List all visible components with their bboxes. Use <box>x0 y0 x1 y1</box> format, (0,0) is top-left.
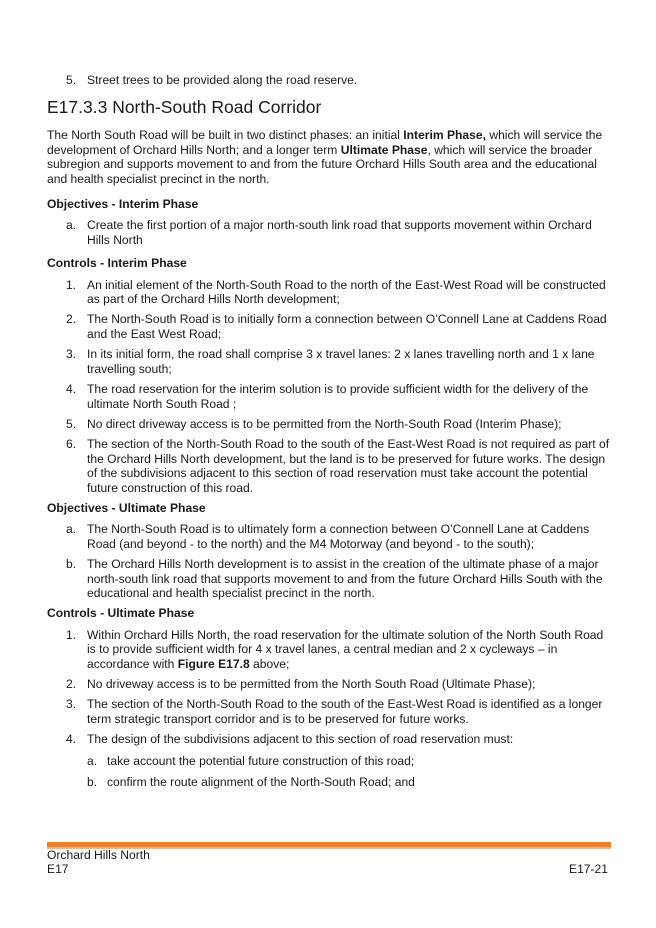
list-marker: 6. <box>66 437 77 452</box>
list-text: The section of the North-South Road to the south of the East-West Road is not required as part of the Orchard Hills North development, but the land is to be preserved for future works. The design of the subdivisions adjacent to this section of road reservation must take account the potential future construction of this road. <box>87 437 610 495</box>
list-text <box>87 628 603 671</box>
list-marker: a. <box>87 753 98 768</box>
list-text-part: Within Orchard Hills North, the road reservation for the ultimate solution of the North South Road is to provide sufficient width for 4 x travel lanes, a central median and 2 x cycleways – in accordance with <box>87 627 604 671</box>
list-item <box>47 347 612 376</box>
list-text: The section of the North-South Road to the south of the East-West Road is identified as a longer term strategic transport corridor and is to be preserved for future works. <box>87 697 603 726</box>
list-marker: 3. <box>66 347 77 362</box>
list-marker: 5. <box>66 416 77 431</box>
list-text: No driveway access is to be permitted from the North South Road (Ultimate Phase); <box>87 677 536 691</box>
list-marker: 1. <box>66 627 77 642</box>
list-marker: b. <box>87 775 98 790</box>
list-item <box>47 73 612 87</box>
list-item <box>47 417 612 431</box>
list-marker: 5. <box>66 73 77 87</box>
list-text: The North-South Road is to ultimately form a connection between O’Connell Lane at Caddens Road (and beyond - to the north) and the M4 Motorway (and beyond - to the south); <box>87 522 590 551</box>
list-text: Create the first portion of a major north-south link road that supports movement within Orchard Hills North <box>87 218 592 247</box>
document-body <box>47 73 612 789</box>
subheading-controls-interim: Controls - Interim Phase <box>47 256 187 271</box>
intro-text-1: The North South Road will be built in two distinct phases: an initial <box>47 128 404 143</box>
list-marker: a. <box>66 522 77 537</box>
list-marker: a. <box>66 218 77 233</box>
list-marker: 4. <box>66 382 77 397</box>
list-item <box>47 382 612 411</box>
section-heading: E17.3.3 North-South Road Corridor <box>47 97 322 118</box>
intro-text-3: , which will service the broader subregion and supports movement to and from the future Orchard Hills South area and the educational and health specialist precinct in the north. <box>47 142 597 186</box>
list-text: An initial element of the North-South Road to the north of the East-West Road will be constructed as part of the Orchard Hills North development; <box>87 277 606 307</box>
list-marker: 1. <box>66 277 77 292</box>
list-text: take account the potential future construction of this road; <box>107 753 415 768</box>
list-item <box>47 628 612 671</box>
subheading-objectives-interim: Objectives - Interim Phase <box>47 197 199 212</box>
intro-paragraph <box>47 128 612 186</box>
subheading-objectives-ultimate: Objectives - Ultimate Phase <box>47 500 206 515</box>
list-text: The design of the subdivisions adjacent to this section of road reservation must: <box>87 732 514 747</box>
list-text: The road reservation for the interim solution is to provide sufficient width for the delivery of the ultimate North South Road ; <box>87 382 589 411</box>
figure-reference: Figure E17.8 <box>177 656 250 671</box>
list-text: confirm the route alignment of the North-South Road; and <box>107 775 415 790</box>
intro-bold-1: Interim Phase, <box>403 128 486 143</box>
list-item <box>47 775 612 789</box>
intro-text-2: which will service the development of Orchard Hills North; and a longer term <box>47 128 603 157</box>
list-item <box>47 697 612 726</box>
list-marker: 4. <box>66 732 77 747</box>
list-marker: b. <box>66 557 77 572</box>
list-text: The Orchard Hills North development is to assist in the creation of the ultimate phase of a major north-south link road that supports movement to and from the future Orchard Hills South with the educational and health specialist precinct in the north. <box>87 557 603 600</box>
list-marker: 3. <box>66 697 77 712</box>
footer-section-code: E17 <box>47 862 69 876</box>
subheading-controls-ultimate: Controls - Ultimate Phase <box>47 606 195 621</box>
list-text: The North-South Road is to initially form a connection between O’Connell Lane at Caddens Road and the East West Road; <box>87 312 607 341</box>
list-text: Street trees to be provided along the road reserve. <box>87 73 358 87</box>
footer-page-number: E17-21 <box>569 862 608 876</box>
list-marker: 2. <box>66 312 77 327</box>
list-item <box>47 312 612 341</box>
list-item <box>47 218 612 247</box>
list-text-part: above; <box>249 656 290 671</box>
list-text: In its initial form, the road shall comprise 3 x travel lanes: 2 x lanes travelling north and 1 x lane travelling south; <box>87 347 595 376</box>
list-marker: 2. <box>66 677 77 691</box>
list-text: No direct driveway access is to be permitted from the North-South Road (Interim Phase); <box>87 416 562 431</box>
list-item <box>47 522 612 551</box>
list-item <box>47 437 612 495</box>
footer-document-title: Orchard Hills North <box>47 848 150 862</box>
list-item <box>47 557 612 600</box>
intro-bold-2: Ultimate Phase <box>340 142 428 157</box>
list-item <box>47 677 612 691</box>
list-item <box>47 732 612 746</box>
list-item <box>47 754 612 768</box>
list-item <box>47 278 612 307</box>
